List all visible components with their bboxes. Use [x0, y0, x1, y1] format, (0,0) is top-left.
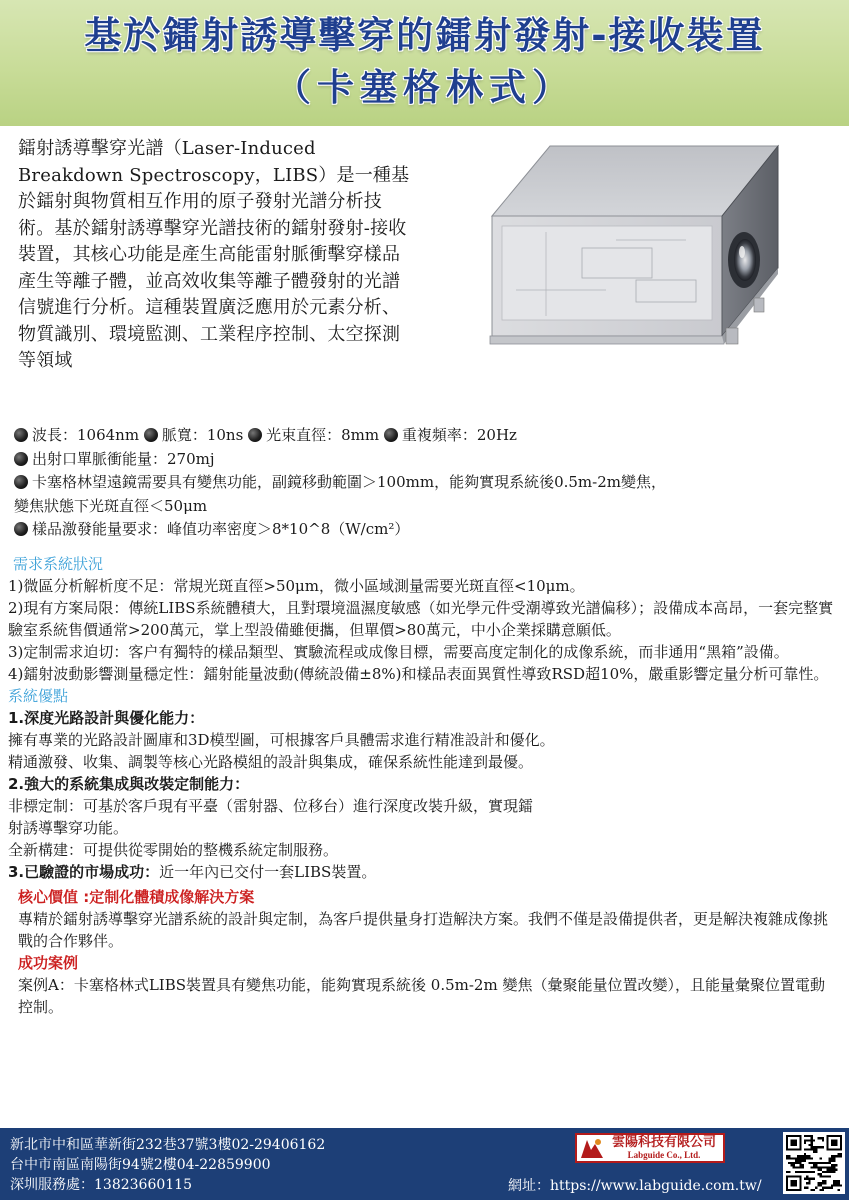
page-title: 基於鐳射誘導擊穿的鐳射發射-接收裝置: [84, 14, 765, 57]
spec-output-energy: 出射口單脈衝能量：270mj: [32, 449, 215, 468]
advantages-heading: 系統優點: [8, 687, 69, 705]
needs-heading: 需求系統狀況: [13, 555, 104, 573]
advantage-heading-3: 3.已驗證的市場成功：: [8, 863, 160, 881]
bullet-dot-icon: [14, 452, 28, 466]
logo-mark-icon: [579, 1136, 605, 1160]
company-name-en: Labguide Co., Ltd.: [627, 1149, 701, 1160]
spec-excitation: 樣品激發能量要求：峰值功率密度＞8*10^8（W/cm²）: [32, 520, 410, 538]
intro-paragraph: 鐳射誘導擊穿光譜（Laser-Induced Breakdown Spectroscopy，LIBS）是一種基於鐳射與物質相互作用的原子發射光譜分析技術。基於鐳射誘導擊穿光譜技術的鐳射發射-接收裝置，其核心功能是產生高能雷射脈衝擊穿樣品產生等離子體，並高效收集等離子體發射的光譜信號進行分析。這種裝置廣泛應用於元素分析、物質識別、環境監測、工業程序控制、太空探測等領域: [18, 138, 410, 371]
spec-pulse-width: 脈寬：10ns: [161, 426, 244, 444]
footer: [0, 1128, 849, 1200]
page-subtitle: （卡塞格林式）: [274, 66, 575, 109]
spec-row-3: [14, 471, 836, 495]
spec-zoom-line1: 卡塞格林望遠鏡需要具有變焦功能，副鏡移動範圍＞100mm，能夠實現系統後0.5m-2m變焦，: [32, 473, 666, 491]
bullet-dot-icon: [248, 428, 262, 442]
spec-zoom-line2: 變焦狀態下光斑直徑＜50μm: [14, 496, 208, 515]
bullet-dot-icon: [144, 428, 158, 442]
core-value-heading: 核心價值 :定制化體積成像解決方案: [18, 888, 255, 906]
advantage-text-3: 近一年內已交付一套LIBS裝置。: [159, 863, 377, 881]
spec-list: [14, 424, 836, 542]
needs-item-2: 2)現有方案局限：傳統LIBS系統體積大，且對環境溫濕度敏感（如光學元件受潮導致光譜偏移）；設備成本高昂，一套完整實驗室系統售價通常>200萬元，掌上型設備雖便攜，但單價>80萬元，中小企業採購意願低。: [8, 599, 834, 639]
needs-item-4: 4)鐳射波動影響測量穩定性：鐳射能量波動(傳統設備±8%)和樣品表面異質性導致RSD超10%，嚴重影響定量分析可靠性。: [8, 665, 829, 683]
address-newtaipei: 新北市中和區華新街232巷37號3樓02-29406162: [10, 1137, 326, 1153]
bullet-dot-icon: [14, 522, 28, 536]
needs-item-1: 1)微區分析解析度不足：常規光斑直徑>50μm，微小區域測量需要光斑直徑<10μm。: [8, 577, 585, 595]
success-cases-heading: 成功案例: [18, 954, 79, 972]
header-banner: [0, 0, 849, 126]
advantage-heading-2: 2.強大的系統集成與改裝定制能力：: [8, 775, 250, 793]
qr-code-icon: [783, 1132, 845, 1194]
needs-item-3: 3)定制需求迫切：客户有獨特的樣品類型、實驗流程或成像目標，需要高度定制化的成像系統，而非通用“黑箱”設備。: [8, 643, 789, 661]
advantage-row-3: [8, 861, 836, 883]
spec-row-1: [14, 424, 836, 448]
spec-row-2: [14, 448, 836, 472]
spec-beam-diameter: 光束直徑：8mm: [266, 426, 380, 444]
spec-wavelength: 波長：1064nm: [32, 426, 140, 444]
bullet-dot-icon: [14, 475, 28, 489]
spec-rep-rate: 重複頻率：20Hz: [401, 426, 517, 444]
address-shenzhen: 深圳服務處：13823660115: [10, 1177, 192, 1193]
advantage-heading-1: 1.深度光路設計與優化能力：: [8, 709, 205, 727]
core-value-text: 專精於鐳射誘導擊穿光譜系統的設計與定制，為客戶提供量身打造解決方案。我們不僅是設備提供者，更是解決複雜成像挑戰的合作夥伴。: [18, 910, 829, 950]
company-name-cn: 雲陽科技有限公司: [611, 1134, 716, 1150]
website-link[interactable]: 網址：https://www.labguide.com.tw/: [508, 1178, 762, 1194]
advantage-text-2b: 全新構建：可提供從零開始的整機系統定制服務。: [8, 841, 339, 859]
main-content: [8, 553, 836, 1018]
advantage-text-2a-line2: 射誘導擊穿功能。: [8, 819, 129, 837]
bullet-dot-icon: [14, 428, 28, 442]
address-taichung: 台中市南區南陽街94號2樓04-22859900: [10, 1157, 271, 1173]
bullet-dot-icon: [384, 428, 398, 442]
logo-text: [605, 1136, 723, 1161]
advantage-text-1a: 擁有專業的光路設計圖庫和3D模型圖，可根據客戶具體需求進行精准設計和優化。: [8, 731, 555, 749]
advantage-text-1b: 精通激發、收集、調製等核心光路模組的設計與集成，確保系統性能達到最優。: [8, 753, 534, 771]
spec-row-4: [14, 518, 836, 542]
advantage-text-2a-line1: 非標定制：可基於客戶現有平臺（雷射器、位移台）進行深度改裝升級，實現鐳: [8, 797, 534, 815]
company-logo: [575, 1133, 725, 1163]
product-image: [486, 140, 782, 358]
success-case-text: 案例A：卡塞格林式LIBS裝置具有變焦功能，能夠實現系統後 0.5m-2m 變焦（彙聚能量位置改變），且能量彙聚位置電動控制。: [18, 976, 825, 1016]
footer-addresses: [10, 1135, 325, 1195]
